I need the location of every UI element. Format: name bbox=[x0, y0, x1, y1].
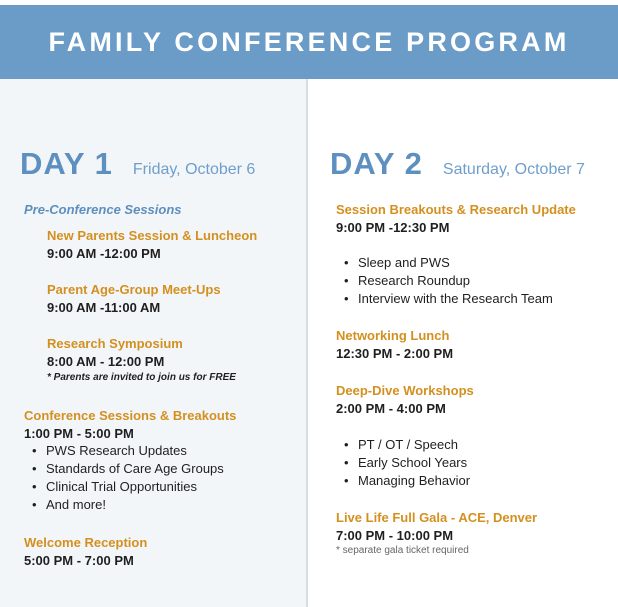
list-item: • Sleep and PWS bbox=[336, 254, 553, 272]
day2-date: Saturday, October 7 bbox=[442, 161, 585, 178]
list-item: • Interview with the Research Team bbox=[336, 290, 553, 308]
day1-date: Friday, October 6 bbox=[132, 161, 256, 178]
column-divider bbox=[306, 79, 308, 607]
breakouts-list bbox=[336, 254, 553, 308]
day2-heading bbox=[330, 146, 585, 182]
new-parents-title: New Parents Session & Luncheon bbox=[47, 228, 258, 243]
symposium-note: * Parents are invited to join us for FREE bbox=[47, 372, 236, 383]
symposium-title: Research Symposium bbox=[47, 336, 183, 351]
list-item: • PWS Research Updates bbox=[24, 442, 224, 460]
list-item: • Research Roundup bbox=[336, 272, 553, 290]
page-title: FAMILY CONFERENCE PROGRAM bbox=[48, 26, 570, 57]
gala-time: 7:00 PM - 10:00 PM bbox=[336, 528, 454, 543]
list-item: • PT / OT / Speech bbox=[336, 436, 470, 454]
header-banner bbox=[0, 5, 618, 79]
gala-note: * separate gala ticket required bbox=[336, 545, 469, 556]
sessions-list bbox=[24, 442, 224, 514]
preconf-heading: Pre-Conference Sessions bbox=[24, 202, 182, 217]
symposium-time: 8:00 AM - 12:00 PM bbox=[47, 354, 165, 369]
workshops-time: 2:00 PM - 4:00 PM bbox=[336, 401, 446, 416]
gala-title: Live Life Full Gala - ACE, Denver bbox=[336, 510, 538, 525]
meetups-title: Parent Age-Group Meet-Ups bbox=[47, 282, 221, 297]
list-item: • Standards of Care Age Groups bbox=[24, 460, 224, 478]
sessions-title: Conference Sessions & Breakouts bbox=[24, 408, 237, 423]
workshops-title: Deep-Dive Workshops bbox=[336, 383, 474, 398]
meetups-time: 9:00 AM -11:00 AM bbox=[47, 300, 161, 315]
lunch-title: Networking Lunch bbox=[336, 328, 450, 343]
workshops-list bbox=[336, 436, 470, 490]
lunch-time: 12:30 PM - 2:00 PM bbox=[336, 346, 454, 361]
breakouts-time: 9:00 PM -12:30 PM bbox=[336, 220, 450, 235]
list-item: • Early School Years bbox=[336, 454, 470, 472]
reception-time: 5:00 PM - 7:00 PM bbox=[24, 553, 134, 568]
list-item: • And more! bbox=[24, 496, 224, 514]
sessions-time: 1:00 PM - 5:00 PM bbox=[24, 426, 134, 441]
list-item: • Clinical Trial Opportunities bbox=[24, 478, 224, 496]
list-item: • Managing Behavior bbox=[336, 472, 470, 490]
day1-heading bbox=[20, 146, 255, 182]
new-parents-time: 9:00 AM -12:00 PM bbox=[47, 246, 161, 261]
reception-title: Welcome Reception bbox=[24, 535, 148, 550]
day2-label: DAY 2 bbox=[330, 146, 423, 181]
breakouts-title: Session Breakouts & Research Update bbox=[336, 202, 576, 217]
day1-label: DAY 1 bbox=[20, 146, 113, 181]
